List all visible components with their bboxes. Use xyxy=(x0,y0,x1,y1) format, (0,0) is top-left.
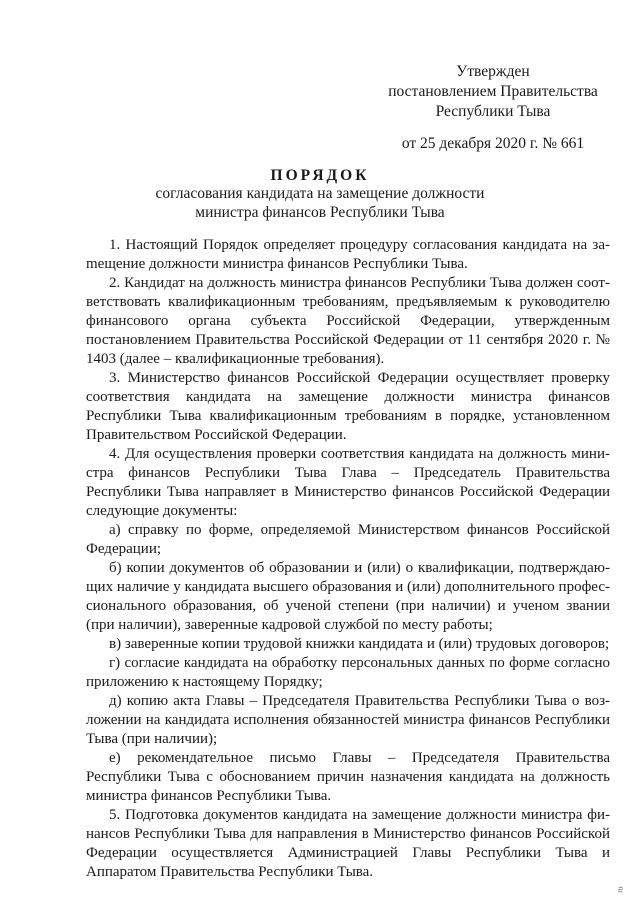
document-body xyxy=(86,236,610,882)
page-mark: ru xyxy=(617,886,625,893)
list-item-d: д) копию акта Главы – Председателя Правительства Республики Тыва о возложении на кандидата исполнения обязанностей министра финансов Республики Тыва (при наличии); xyxy=(86,693,610,747)
document-subtitle xyxy=(0,184,640,222)
paragraph-4: 4. Для осуществления проверки соответствия кандидата на должность министра финансов Республики Тыва Глава – Председатель Правительства Республики Тыва направляет в Министерство финансов Российской Федерации следующие документы: xyxy=(86,446,610,519)
approval-date: от 25 декабря 2020 г. № 661 xyxy=(401,135,585,152)
approval-line-3: Республики Тыва xyxy=(435,103,551,120)
paragraph-2: 2. Кандидат на должность министра финансов Республики Тыва должен соответствовать квалификационным требованиям, предъявляемым к руководителю финансового органа субъекта Российской Федерации, утвержденным постановлением Правительства Российской Федерации от 11 сентября 2020 г. № 1403 (далее – квалификационные требования). xyxy=(86,275,610,367)
paragraph-3: 3. Министерство финансов Российской Федерации осуществляет проверку соответствия кандидата на замещение должности министра финансов Республики Тыва квалификационным требованиям в порядке, установленном Правительством Российской Федерации. xyxy=(86,370,610,443)
paragraph-5: 5. Подготовка документов кандидата на замещение должности министра финансов Республики Тыва для направления в Министерство финансов Российской Федерации осуществляется Администрацией Главы Республики Тыва и Аппаратом Правительства Республики Тыва. xyxy=(86,807,610,880)
list-item-g: г) согласие кандидата на обработку персональных данных по форме согласно приложению к настоящему Порядку; xyxy=(86,655,610,690)
list-item-a: а) справку по форме, определяемой Министерством финансов Российской Федерации; xyxy=(86,522,610,557)
list-item-b: б) копии документов об образовании и (или) о квалификации, подтверждающих наличие у кандидата высшего образования и (или) дополнительного профессионального образования, об ученой степени (при наличии) и ученом звании (при наличии), заверенные кадровой службой по месту работы; xyxy=(86,560,610,633)
list-item-e: е) рекомендательное письмо Главы – Председателя Правительства Республики Тыва с обоснованием причин назначения кандидата на должность министра финансов Республики Тыва. xyxy=(86,750,610,804)
list-item-v: в) заверенные копии трудовой книжки кандидата и (или) трудовых договоров; xyxy=(109,636,610,652)
subtitle-line-1: согласования кандидата на замещение должности xyxy=(155,185,485,202)
document-title: ПОРЯДОК xyxy=(270,167,370,184)
approval-line-2: постановлением Правительства xyxy=(388,83,598,100)
approval-line-1: Утвержден xyxy=(456,63,530,80)
subtitle-line-2: министра финансов Республики Тыва xyxy=(195,204,445,221)
approval-stamp xyxy=(378,62,608,154)
paragraph-1: 1. Настоящий Порядок определяет процедуру согласования кандидата на заmещение должности министра финансов Республики Тыва. xyxy=(86,237,610,272)
